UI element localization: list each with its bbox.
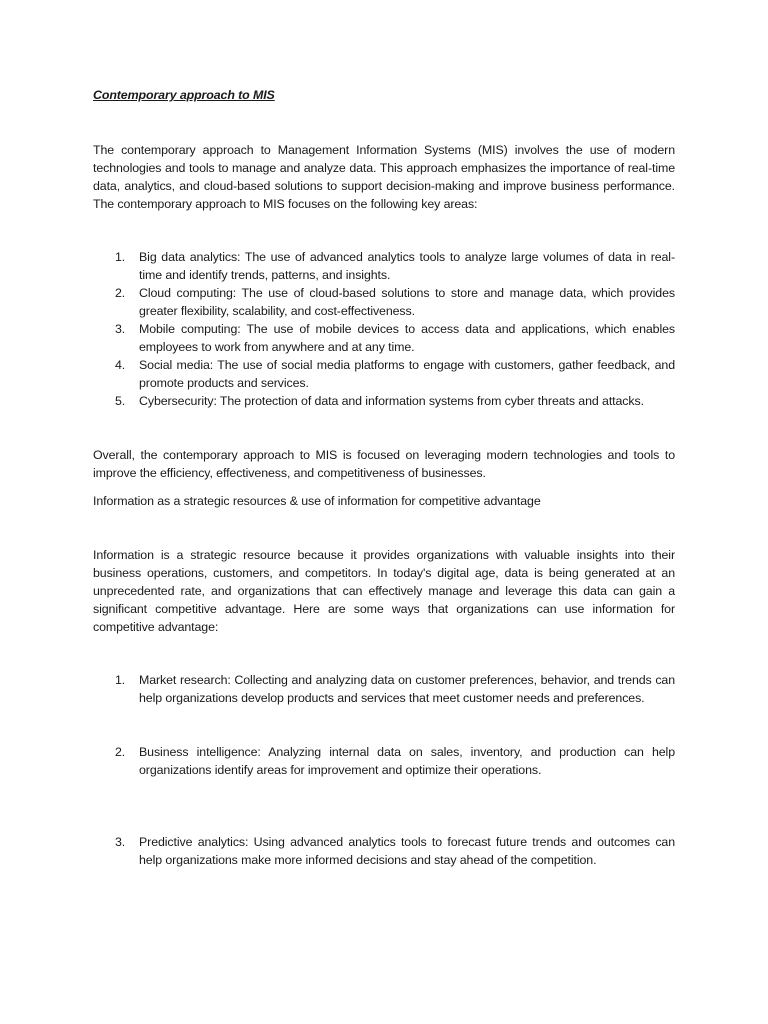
list-item-text: Mobile computing: The use of mobile devices to access data and applications, which enables employees to work from anywhere and at any time.: [139, 322, 675, 354]
overall-paragraph: Overall, the contemporary approach to MIS is focused on leveraging modern technologies and tools to improve the efficiency, effectiveness, and competitiveness of businesses.: [93, 448, 675, 480]
list-item-text: Market research: Collecting and analyzing data on customer preferences, behavior, and trends can help organizations develop products and services that meet customer needs and preferences.: [139, 673, 675, 705]
list-number: 4.: [115, 358, 126, 372]
list-number: 1.: [115, 673, 126, 687]
competitive-advantage-list: [93, 671, 675, 869]
information-paragraph: Information is a strategic resource because it provides organizations with valuable insights into their business operations, customers, and competitors. In today's digital age, data is being generated at an unprecedented rate, and organizations that can effectively manage and leverage this data can gain a significant competitive advantage. Here are some ways that organizations can use information for competitive advantage:: [93, 548, 675, 634]
list-item: [93, 833, 675, 869]
intro-paragraph: The contemporary approach to Management Information Systems (MIS) involves the use of modern technologies and tools to manage and analyze data. This approach emphasizes the importance of real-time data, analytics, and cloud-based solutions to support decision-making and improve business performance. The contemporary approach to MIS focuses on the following key areas:: [93, 143, 675, 211]
list-item: [93, 392, 675, 410]
list-item-text: Predictive analytics: Using advanced analytics tools to forecast future trends and outcomes can help organizations make more informed decisions and stay ahead of the competition.: [139, 835, 675, 867]
list-item: [93, 356, 675, 392]
list-item-text: Social media: The use of social media platforms to engage with customers, gather feedback, and promote products and services.: [139, 358, 675, 390]
list-item: [93, 320, 675, 356]
list-number: 3.: [115, 835, 126, 849]
list-item: [93, 743, 675, 779]
list-item-text: Cloud computing: The use of cloud-based solutions to store and manage data, which provides greater flexibility, scalability, and cost-effectiveness.: [139, 286, 675, 318]
section-subheading: Information as a strategic resources & use of information for competitive advantage: [93, 494, 541, 508]
list-item-text: Big data analytics: The use of advanced analytics tools to analyze large volumes of data in real-time and identify trends, patterns, and insights.: [139, 250, 675, 282]
document-title: Contemporary approach to MIS: [93, 88, 275, 102]
document-body: [93, 86, 675, 869]
list-number: 5.: [115, 394, 126, 408]
list-number: 3.: [115, 322, 126, 336]
list-item: [93, 284, 675, 320]
list-item: [93, 248, 675, 284]
list-number: 2.: [115, 286, 126, 300]
list-item: [93, 671, 675, 707]
list-number: 1.: [115, 250, 126, 264]
list-item-text: Business intelligence: Analyzing internal data on sales, inventory, and production can help organizations identify areas for improvement and optimize their operations.: [139, 745, 675, 777]
list-number: 2.: [115, 745, 126, 759]
key-areas-list: [93, 248, 675, 410]
list-item-text: Cybersecurity: The protection of data and information systems from cyber threats and attacks.: [139, 394, 644, 408]
